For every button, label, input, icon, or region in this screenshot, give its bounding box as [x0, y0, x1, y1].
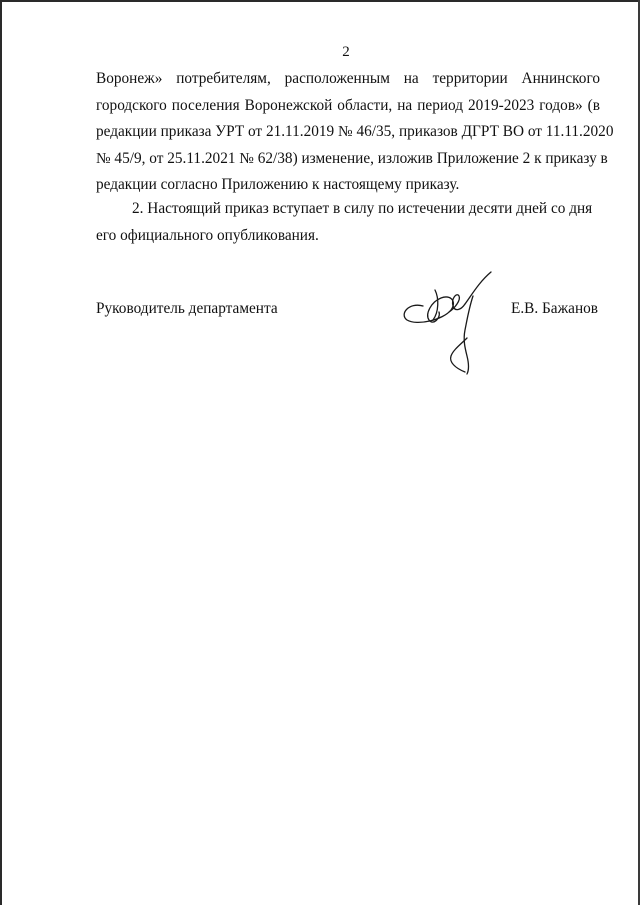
paragraph-1-line-1: Воронеж» потребителям, расположенным на территории Аннинского [96, 70, 600, 87]
paragraph-1-line-4: № 45/9, от 25.11.2021 № 62/38) изменение, изложив Приложение 2 к приказу в [96, 149, 608, 167]
paragraph-2 [96, 196, 600, 249]
paragraph-2-line-2: его официального опубликования. [96, 226, 319, 244]
signatory-name: Е.В. Бажанов [511, 300, 599, 317]
scan-border-top [0, 0, 640, 2]
paragraph-1-line-5: редакции согласно Приложению к настоящему приказу. [96, 176, 460, 193]
paragraph-1-line-3: редакции приказа УРТ от 21.11.2019 № 46/35, приказов ДГРТ ВО от 11.11.2020 [96, 123, 614, 140]
signatory-title: Руководитель департамента [96, 300, 278, 317]
paragraph-2-line-1: 2. Настоящий приказ вступает в силу по истечении десяти дней со дня [132, 200, 593, 217]
handwritten-signature [395, 268, 505, 378]
paragraph-1 [96, 66, 614, 199]
page-number: 2 [342, 44, 350, 60]
paragraph-1-line-2: городского поселения Воронежской области, на период 2019-2023 годов» (в [96, 96, 600, 114]
scan-border-left [0, 0, 2, 905]
